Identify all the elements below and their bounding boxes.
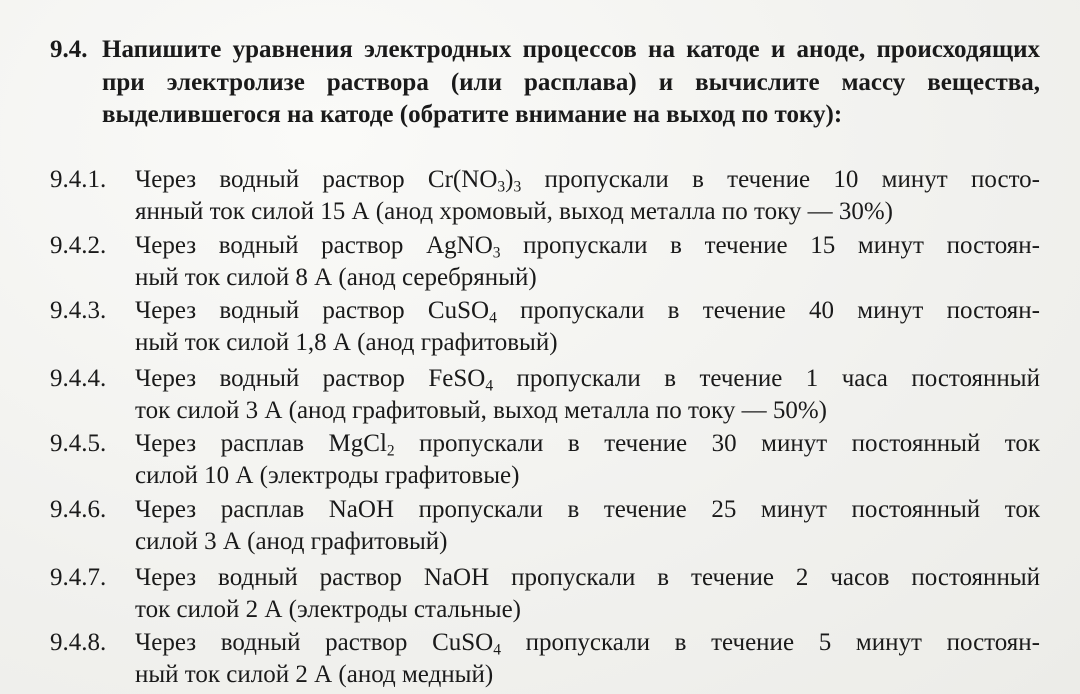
task-number: 9.4.1. [50, 166, 107, 193]
task-item [50, 494, 1040, 558]
task-number: 9.4.6. [50, 496, 107, 523]
task-item [50, 428, 1040, 492]
task-item [50, 230, 1040, 294]
task-item [50, 164, 1040, 228]
problem-header [50, 34, 1040, 132]
task-text: Через водный раствор $Cr(NO_3)_3$ пропускали в течение 10 минут посто- янный ток силой 15 А (анод хромовый, выход металла по току — 30%) [135, 166, 1040, 225]
task-number: 9.4.2. [50, 232, 107, 259]
problem-statement: Напишите уравнения электродных процессов на катоде и аноде, происходящих при электролизе раствора (или расплава) и вычислите массу вещества, выделившегося на катоде (обратите внимание на выход по току): [102, 36, 1040, 128]
task-text: Через водный раствор CuSO$_4$ пропускали в течение 5 минут постоян- ный ток силой 2 А (анод медный) [135, 629, 1040, 688]
task-text: Через водный раствор FeSO$_4$ пропускали в течение 1 часа постоянный ток силой 3 А (анод графитовый, выход металла по току — 50%) [135, 365, 1040, 424]
task-item [50, 295, 1040, 359]
task-item [50, 562, 1040, 626]
task-number: 9.4.8. [50, 629, 107, 656]
task-number: 9.4.5. [50, 430, 107, 457]
task-text: Через расплав NaOH пропускали в течение 25 минут постоянный ток силой 3 А (анод графитовый) [135, 496, 1040, 555]
task-number: 9.4.7. [50, 564, 107, 591]
task-text: Через расплав MgCl$_2$ пропускали в течение 30 минут постоянный ток силой 10 А (электроды графитовые) [135, 430, 1040, 489]
task-text: Через водный раствор CuSO$_4$ пропускали в течение 40 минут постоян- ный ток силой 1,8 А (анод графитовый) [135, 297, 1040, 356]
task-number: 9.4.4. [50, 365, 107, 392]
task-text: Через водный раствор NaOH пропускали в течение 2 часов постоянный ток силой 2 А (электроды стальные) [135, 564, 1040, 623]
problem-number: 9.4. [50, 36, 88, 63]
task-item [50, 627, 1040, 691]
task-item [50, 363, 1040, 427]
task-text: Через водный раствор AgNO$_3$ пропускали в течение 15 минут постоян- ный ток силой 8 А (анод серебряный) [135, 232, 1040, 291]
task-number: 9.4.3. [50, 297, 107, 324]
